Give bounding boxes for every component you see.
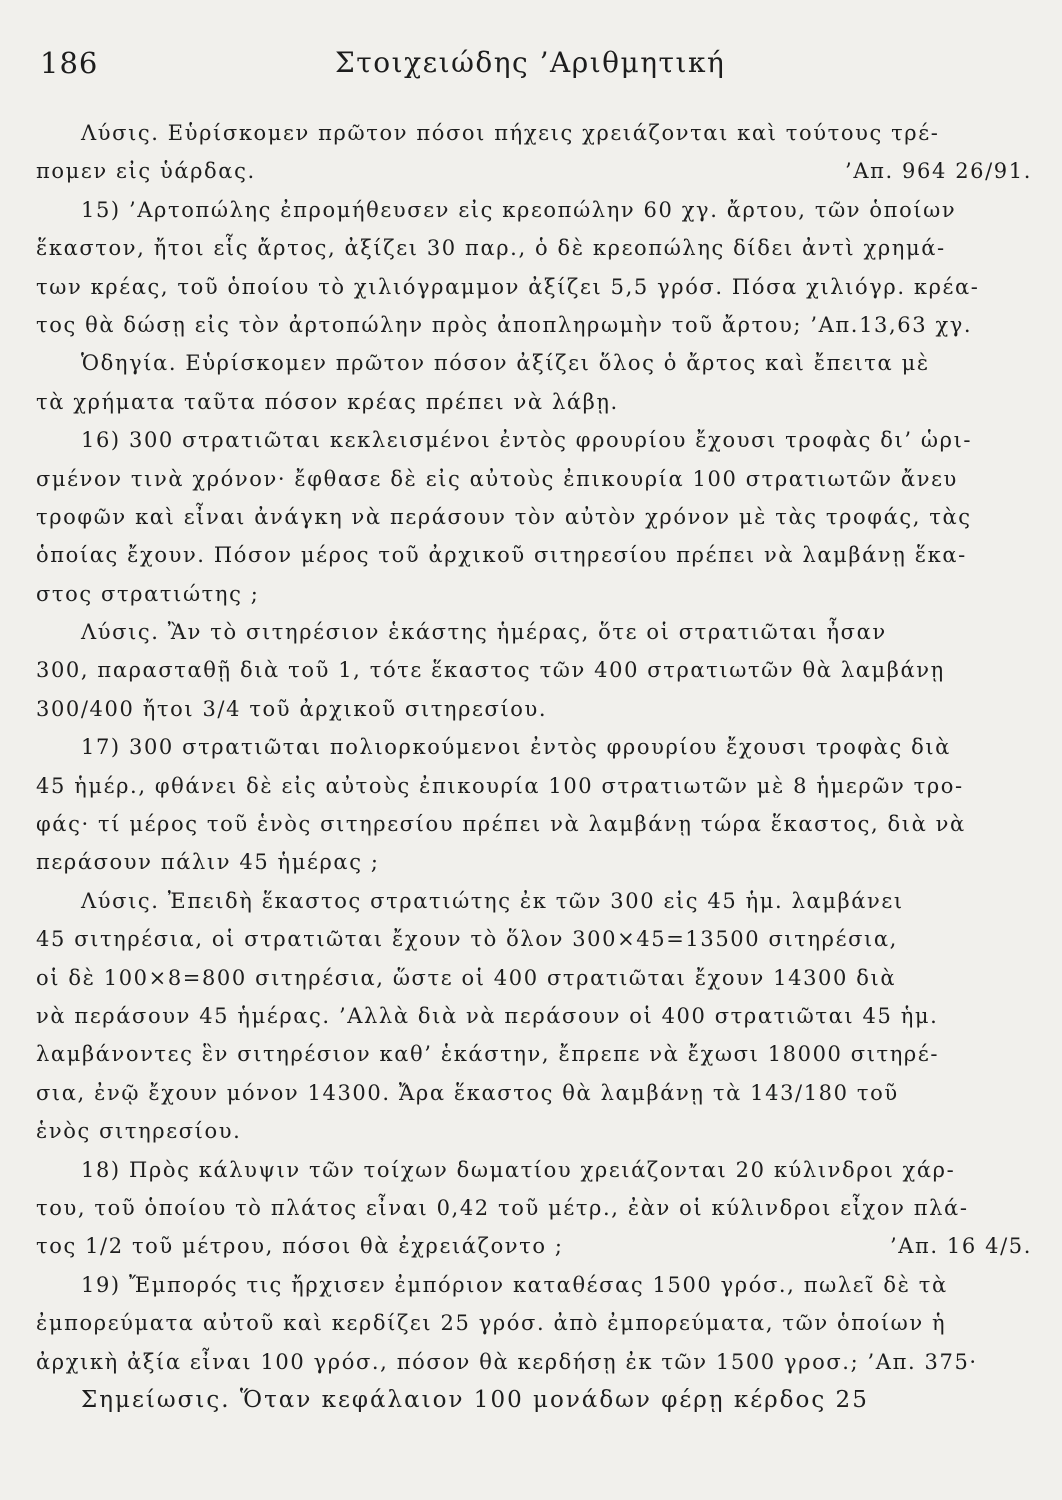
- line-text: ὁποίας ἔχουν. Πόσον μέρος τοῦ ἀρχικοῦ σιτηρεσίου πρέπει νὰ λαμβάνῃ ἕκα-: [36, 543, 967, 568]
- line-text: ἐμπορεύματα αὐτοῦ καὶ κερδίζει 25 γρόσ. ἀπὸ ἐμπορεύματα, τῶν ὁποίων ἡ: [36, 1311, 947, 1336]
- answer-text: ’Απ. 16 4/5.: [889, 1234, 1032, 1259]
- body-text: [36, 114, 1032, 1419]
- line-text: πομεν εἰς ὑάρδας.: [36, 159, 256, 184]
- text-line: [36, 306, 1032, 344]
- text-line: [36, 728, 1032, 766]
- text-line: [36, 882, 1032, 920]
- text-line: [36, 268, 1032, 306]
- text-line: [36, 1381, 1032, 1419]
- line-text: τος 1/2 τοῦ μέτρου, πόσοι θὰ ἐχρειάζοντο ;: [36, 1234, 564, 1259]
- line-text: 16) 300 στρατιῶται κεκλεισμένοι ἐντὸς φρουρίου ἔχουσι τροφὰς δι’ ὡρι-: [81, 428, 973, 453]
- text-line: [36, 1266, 1032, 1304]
- line-text: σμένον τινὰ χρόνον· ἔφθασε δὲ εἰς αὐτοὺς ἐπικουρία 100 στρατιωτῶν ἄνευ: [36, 466, 958, 491]
- text-line: [36, 651, 1032, 689]
- text-line: [36, 805, 1032, 843]
- line-text: 45 σιτηρέσια, οἱ στρατιῶται ἔχουν τὸ ὅλον 300×45=13500 σιτηρέσια,: [36, 927, 898, 952]
- line-text: Λύσις. Ἂν τὸ σιτηρέσιον ἑκάστης ἡμέρας, ὅτε οἱ στρατιῶται ἦσαν: [81, 620, 887, 645]
- text-line: [36, 421, 1032, 459]
- text-line: [36, 344, 1032, 382]
- line-text: τὰ χρήματα ταῦτα πόσον κρέας πρέπει νὰ λάβῃ.: [36, 389, 619, 414]
- text-line: [36, 997, 1032, 1035]
- text-line: [36, 152, 1032, 190]
- line-text: ἑνὸς σιτηρεσίου.: [36, 1119, 242, 1144]
- line-text: ἀρχικὴ ἀξία εἶναι 100 γρόσ., πόσον θὰ κερδήσῃ ἐκ τῶν 1500 γροσ.; ’Απ. 375·: [36, 1349, 978, 1374]
- text-line: [36, 1074, 1032, 1112]
- text-line: [36, 920, 1032, 958]
- line-text: 300, παρασταθῇ διὰ τοῦ 1, τότε ἕκαστος τῶν 400 στρατιωτῶν θὰ λαμβάνῃ: [36, 658, 945, 683]
- text-line: [36, 767, 1032, 805]
- text-line: [36, 114, 1032, 152]
- text-line: [36, 191, 1032, 229]
- line-text: 300/400 ἤτοι 3/4 τοῦ ἀρχικοῦ σιτηρεσίου.: [36, 696, 548, 721]
- text-line: [36, 498, 1032, 536]
- answer-text: ’Απ. 964 26/91.: [845, 159, 1032, 184]
- text-line: [36, 1227, 1032, 1265]
- line-text: 45 ἡμέρ., φθάνει δὲ εἰς αὐτοὺς ἐπικουρία 100 στρατιωτῶν μὲ 8 ἡμερῶν τρο-: [36, 773, 964, 798]
- text-line: [36, 1304, 1032, 1342]
- line-text: τος θὰ δώσῃ εἰς τὸν ἀρτοπώλην πρὸς ἀποπληρωμὴν τοῦ ἄρτου; ’Απ.13,63 χγ.: [36, 312, 973, 337]
- line-text: οἱ δὲ 100×8=800 σιτηρέσια, ὥστε οἱ 400 στρατιῶται ἔχουν 14300 διὰ: [36, 965, 897, 990]
- line-text: λαμβάνοντες ἓν σιτηρέσιον καθ’ ἑκάστην, ἔπρεπε νὰ ἔχωσι 18000 σιτηρέ-: [36, 1042, 940, 1067]
- text-line: [36, 959, 1032, 997]
- line-text: στος στρατιώτης ;: [36, 581, 260, 606]
- text-line: [36, 460, 1032, 498]
- page-number: 186: [40, 46, 99, 80]
- line-text: νὰ περάσουν 45 ἡμέρας. ’Αλλὰ διὰ νὰ περάσουν οἱ 400 στρατιῶται 45 ἡμ.: [36, 1003, 939, 1028]
- text-line: [36, 1035, 1032, 1073]
- line-text: 17) 300 στρατιῶται πολιορκούμενοι ἐντὸς φρουρίου ἔχουσι τροφὰς διὰ: [81, 735, 951, 760]
- running-title: Στοιχειώδης ’Αριθμητική: [335, 46, 726, 79]
- text-line: [36, 229, 1032, 267]
- line-text: Ὁδηγία. Εὑρίσκομεν πρῶτον πόσον ἀξίζει ὅλος ὁ ἄρτος καὶ ἔπειτα μὲ: [81, 351, 930, 376]
- text-line: [36, 1189, 1032, 1227]
- text-line: [36, 1112, 1032, 1150]
- line-text: Λύσις. Ἐπειδὴ ἕκαστος στρατιώτης ἐκ τῶν 300 εἰς 45 ἡμ. λαμβάνει: [81, 888, 904, 913]
- text-line: [36, 383, 1032, 421]
- text-line: [36, 843, 1032, 881]
- page-header: [40, 46, 1030, 96]
- line-text: 15) ’Αρτοπώλης ἐπρομήθευσεν εἰς κρεοπώλην 60 χγ. ἄρτου, τῶν ὁποίων: [81, 197, 957, 222]
- line-text: 18) Πρὸς κάλυψιν τῶν τοίχων δωματίου χρειάζονται 20 κύλινδροι χάρ-: [81, 1157, 956, 1182]
- text-line: [36, 1151, 1032, 1189]
- line-text: Σημείωσις. Ὅταν κεφάλαιον 100 μονάδων φέρῃ κέρδος 25: [81, 1386, 869, 1413]
- text-line: [36, 690, 1032, 728]
- text-line: [36, 613, 1032, 651]
- line-text: περάσουν πάλιν 45 ἡμέρας ;: [36, 850, 380, 875]
- line-text: τροφῶν καὶ εἶναι ἀνάγκη νὰ περάσουν τὸν αὐτὸν χρόνον μὲ τὰς τροφάς, τὰς: [36, 504, 972, 529]
- line-text: των κρέας, τοῦ ὁποίου τὸ χιλιόγραμμον ἀξίζει 5,5 γρόσ. Πόσα χιλιόγρ. κρέα-: [36, 274, 980, 299]
- text-line: [36, 575, 1032, 613]
- line-text: 19) Ἔμπορός τις ἤρχισεν ἐμπόριον καταθέσας 1500 γρόσ., πωλεῖ δὲ τὰ: [81, 1272, 948, 1297]
- line-text: σια, ἐνῷ ἔχουν μόνον 14300. Ἄρα ἕκαστος θὰ λαμβάνῃ τὰ 143/180 τοῦ: [36, 1080, 899, 1105]
- line-text: φάς· τί μέρος τοῦ ἑνὸς σιτηρεσίου πρέπει νὰ λαμβάνῃ τώρα ἕκαστος, διὰ νὰ: [36, 812, 966, 837]
- line-text: ἕκαστον, ἤτοι εἷς ἄρτος, ἀξίζει 30 παρ., ὁ δὲ κρεοπώλης δίδει ἀντὶ χρημά-: [36, 236, 946, 261]
- line-text: Λύσις. Εὑρίσκομεν πρῶτον πόσοι πήχεις χρειάζονται καὶ τούτους τρέ-: [81, 121, 940, 145]
- text-line: [36, 1343, 1032, 1381]
- text-line: [36, 536, 1032, 574]
- line-text: του, τοῦ ὁποίου τὸ πλάτος εἶναι 0,42 τοῦ μέτρ., ἐὰν οἱ κύλινδροι εἶχον πλά-: [36, 1195, 969, 1220]
